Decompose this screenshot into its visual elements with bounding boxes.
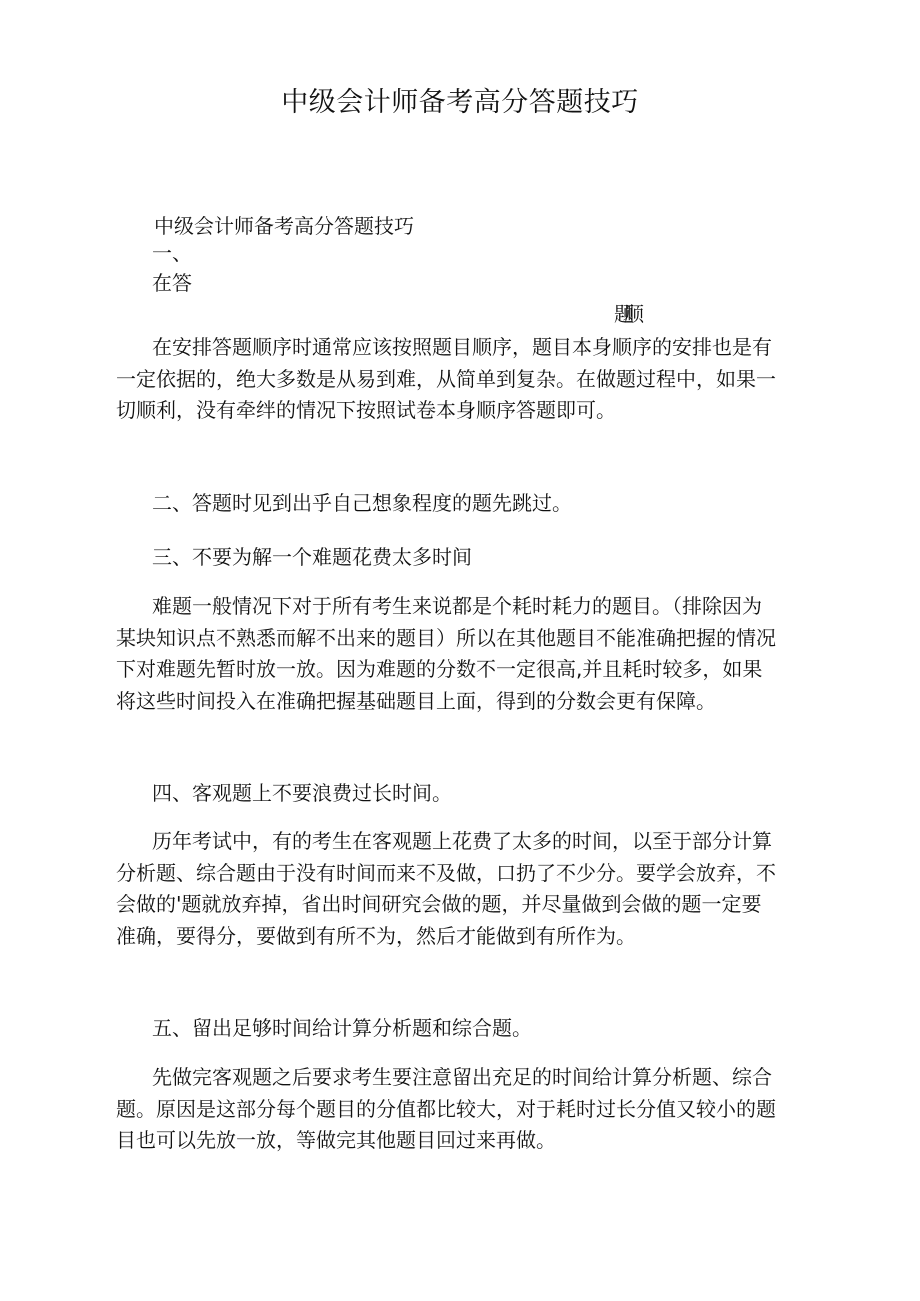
paragraph-reserve-time: 先做完客观题之后要求考生要注意留出充足的时间给计算分析题、综合题。原因是这部分每个题目的分值都比较大，对于耗时过长分值又较小的题目也可以先放一放，等做完其他题目回过来再做。	[116, 1065, 776, 1152]
document-title: 中级会计师备考高分答题技巧	[281, 87, 639, 118]
heading-skip-unexpected: 二、答题时见到出乎自己想象程度的题先跳过。	[152, 491, 572, 515]
item1-number: 一、	[152, 241, 192, 265]
item1-fragment-a: 在答	[152, 271, 192, 295]
heading-objective-questions: 四、客观题上不要浪费过长时间。	[152, 781, 452, 805]
paragraph-answer-order: 在安排答题顺序时通常应该按照题目顺序，题目本身顺序的安排也是有一定依据的，绝大多数是从易到难，从简单到复杂。在做题过程中，如果一切顺利，没有牵绊的情况下按照试卷本身顺序答题即可。	[116, 335, 776, 422]
item1-fragment-b: 题顺	[614, 302, 634, 326]
heading-reserve-time: 五、留出足够时间给计算分析题和综合题。	[152, 1016, 532, 1040]
paragraph-hard-questions: 难题一般情况下对于所有考生来说都是个耗时耗力的题目。（排除因为某块知识点不熟悉而解不出来的题目）所以在其他题目不能准确把握的情况下对难题先暂时放一放。因为难题的分数不一定很高,并且耗时较多，如果将这些时间投入在准确把握基础题目上面，得到的分数会更有保障。	[116, 594, 776, 713]
heading-hard-questions: 三、不要为解一个难题花费太多时间	[152, 545, 472, 569]
paragraph-objective-questions: 历年考试中，有的考生在客观题上花费了太多的时间，以至于部分计算分析题、综合题由于没有时间而来不及做，口扔了不少分。要学会放弃，不会做的'题就放弃掉，省出时间研究会做的题，并尽量做到会做的题一定要准确，要得分，要做到有所不为，然后才能做到有所作为。	[116, 829, 776, 948]
document-subtitle: 中级会计师备考高分答题技巧	[154, 214, 414, 238]
